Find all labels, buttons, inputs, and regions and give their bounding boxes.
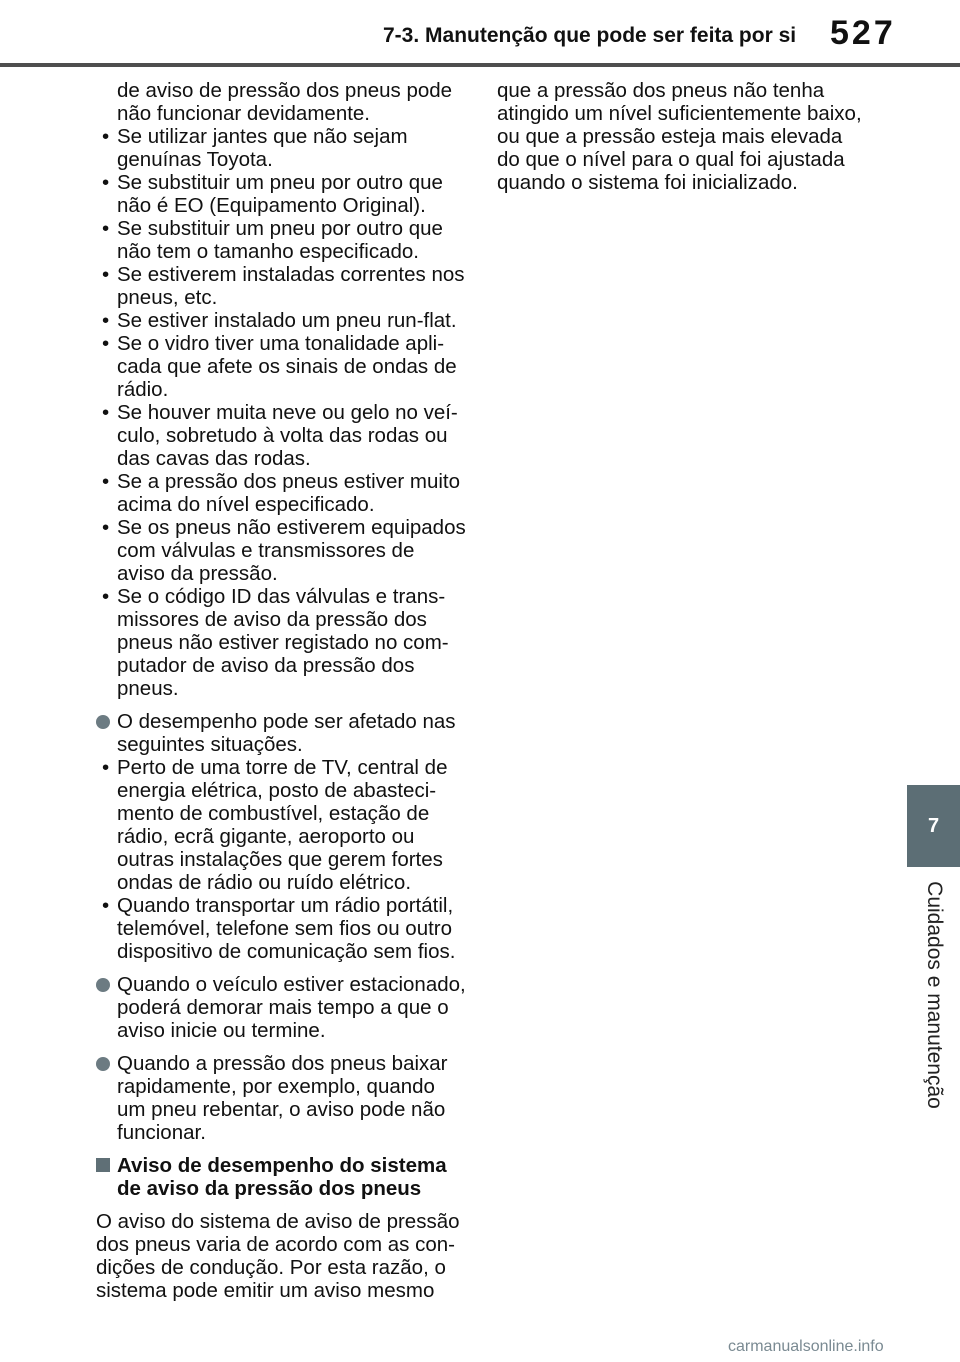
bullet-list-conditions	[96, 125, 466, 700]
page-number: 527	[830, 14, 896, 52]
list-item: • Se utilizar jantes que não sejam genuínas Toyota.	[96, 125, 466, 171]
square-bullet-icon	[96, 1158, 110, 1172]
circle-bullet-icon	[96, 715, 110, 729]
list-item: • Se estiver instalado um pneu run-flat.	[96, 309, 466, 332]
bullet-list-situations	[96, 756, 466, 963]
subsection-heading	[96, 1154, 466, 1200]
paragraph: O aviso do sistema de aviso de pressão dos pneus varia de acordo com as condições de condução. Por esta razão, o sistema pode emitir um aviso mesmo	[96, 1210, 460, 1302]
note-rapid-pressure-drop	[96, 1052, 466, 1144]
list-item: • Se o vidro tiver uma tonalidade aplicada que afete os sinais de ondas de rádio.	[96, 332, 466, 401]
circle-bullet-icon	[96, 1057, 110, 1071]
note-text: Quando a pressão dos pneus baixar rapidamente, por exemplo, quando um pneu rebentar, o aviso pode não funcionar.	[117, 1052, 448, 1144]
note-parked	[96, 973, 466, 1042]
note-performance	[96, 710, 466, 756]
note-text: Quando o veículo estiver estacionado, poderá demorar mais tempo a que o aviso inicie ou termine.	[117, 973, 466, 1042]
continuation-text: de aviso de pressão dos pneus pode não funcionar devidamente.	[117, 79, 453, 125]
side-strip	[907, 67, 960, 1362]
left-column	[96, 79, 466, 1302]
list-item: • Se substituir um pneu por outro que não é EO (Equipamento Original).	[96, 171, 466, 217]
list-item: • Se a pressão dos pneus estiver muito acima do nível especificado.	[96, 470, 466, 516]
list-item: • Perto de uma torre de TV, central de energia elétrica, posto de abastecimento de combustível, estação de rádio, ecrã gigante, aeroporto ou outras instalações que gerem fortes ondas de rádio ou ruído elétrico.	[96, 756, 466, 894]
chapter-title: Cuidados e manutenção	[923, 881, 946, 1109]
right-column	[497, 79, 867, 194]
note-text: O desempenho pode ser afetado nas seguintes situações.	[117, 710, 456, 756]
chapter-number: 7	[927, 814, 940, 837]
list-item: • Quando transportar um rádio portátil, telemóvel, telefone sem fios ou outro dispositivo de comunicação sem fios.	[96, 894, 466, 963]
list-item: • Se substituir um pneu por outro que não tem o tamanho especificado.	[96, 217, 466, 263]
circle-bullet-icon	[96, 978, 110, 992]
section-title: 7-3. Manutenção que pode ser feita por si	[383, 24, 797, 47]
paragraph-continuation: que a pressão dos pneus não tenha atingido um nível suficientemente baixo, ou que a pressão esteja mais elevada do que o nível para o qual foi ajustada quando o sistema foi inicializado.	[497, 79, 862, 194]
header-rule	[0, 63, 960, 67]
list-item: • Se os pneus não estiverem equipados com válvulas e transmissores de aviso da pressão.	[96, 516, 466, 585]
chapter-tab	[907, 785, 960, 867]
subsection-heading-text: Aviso de desempenho do sistema de aviso da pressão dos pneus	[117, 1154, 447, 1200]
list-item: • Se houver muita neve ou gelo no veículo, sobretudo à volta das rodas ou das cavas das rodas.	[96, 401, 466, 470]
list-item: • Se o código ID das válvulas e transmissores de aviso da pressão dos pneus não estiver registado no computador de aviso da pressão dos pneus.	[96, 585, 466, 700]
list-item: • Se estiverem instaladas correntes nos pneus, etc.	[96, 263, 466, 309]
watermark: carmanualsonline.info	[728, 1338, 884, 1355]
